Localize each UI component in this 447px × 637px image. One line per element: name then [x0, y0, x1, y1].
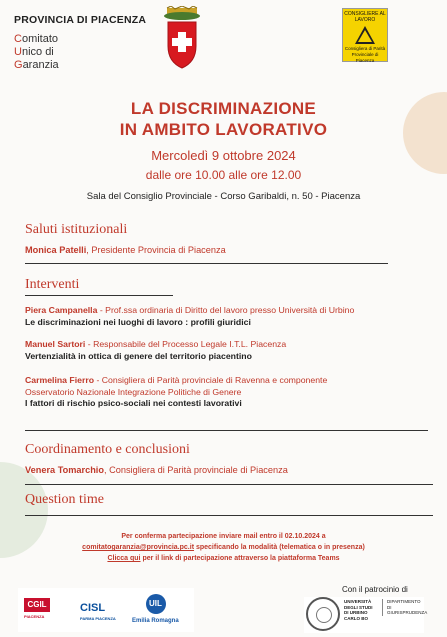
interventions-heading: Interventi [25, 277, 80, 292]
greetings-speaker: Monica Patelli, Presidente Provincia di Piacenza [25, 245, 226, 255]
consigliere-al-lavoro-logo: CONSIGLIERE AL LAVORO Consigliera di Parità Provinciale di Piacenza [342, 8, 388, 62]
department-name: DIPARTIMENTO DI GIURISPRUDENZA [382, 599, 427, 616]
coordination-heading: Coordinamento e conclusioni [25, 442, 190, 457]
question-time-heading: Question time [25, 492, 104, 507]
divider [25, 295, 173, 296]
cug-logo-text: Comitato Unico di Garanzia [14, 33, 59, 71]
uil-logo: UIL [149, 599, 162, 608]
speaker-item: Carmelina Fierro - Consigliera di Parità provinciale di Ravenna e componente Osservatorio Nazionale Integrazione Politiche di Genere I fattori di rischio psico-sociali nei contesti lavorativi [25, 375, 328, 408]
event-date: Mercoledì 9 ottobre 2024 [151, 148, 296, 163]
speaker-item: Manuel Sartori - Responsabile del Processo Legale I.T.L. Piacenza Vertenzialità in ottica di genere del territorio piacentino [25, 339, 287, 361]
patronage-label: Con il patrocinio di [342, 585, 408, 594]
greetings-heading: Saluti istituzionali [25, 222, 128, 237]
university-logos [304, 597, 428, 633]
divider [25, 263, 388, 264]
cisl-logo: CISL [80, 602, 106, 614]
province-crest-icon [160, 6, 204, 70]
org-name: PROVINCIA DI PIACENZA [14, 14, 147, 26]
speaker-item: Piera Campanella - Prof.ssa ordinaria di Diritto del lavoro presso Università di Urbino Le discriminazioni nei luoghi di lavoro : profili giuridici [25, 305, 355, 327]
confirmation-notice: Per conferma partecipazione inviare mail entro il 02.10.2024 a comitatogaranzia@provincia.pc.it specificando la modalità (telematica o in presenza) Clicca qui per il link di partecipazione attraverso la piattaforma Teams [82, 533, 365, 562]
divider [25, 430, 428, 431]
event-venue: Sala del Consiglio Provinciale - Corso Garibaldi, n. 50 - Piacenza [86, 191, 361, 202]
union-logos: CGIL PIACENZA CISL PARMA PIACENZA UIL Emilia Romagna [18, 588, 194, 632]
divider [25, 484, 433, 485]
university-name: UNIVERSITÀ DEGLI STUDI DI URBINO CARLO BO [344, 599, 373, 621]
teams-link[interactable]: Clicca qui [107, 555, 141, 562]
university-seal-icon [306, 597, 340, 631]
event-time: dalle ore 10.00 alle ore 12.00 [145, 168, 302, 182]
coordination-speaker: Venera Tomarchio, Consigliera di Parità provinciale di Piacenza [25, 465, 288, 475]
cgil-logo: CGIL [24, 598, 50, 612]
email-link[interactable]: comitatogaranzia@provincia.pc.it [82, 544, 195, 551]
warning-sign-icon [355, 26, 375, 44]
divider [25, 515, 433, 516]
event-title: LA DISCRIMINAZIONE IN AMBITO LAVORATIVO [119, 99, 328, 139]
